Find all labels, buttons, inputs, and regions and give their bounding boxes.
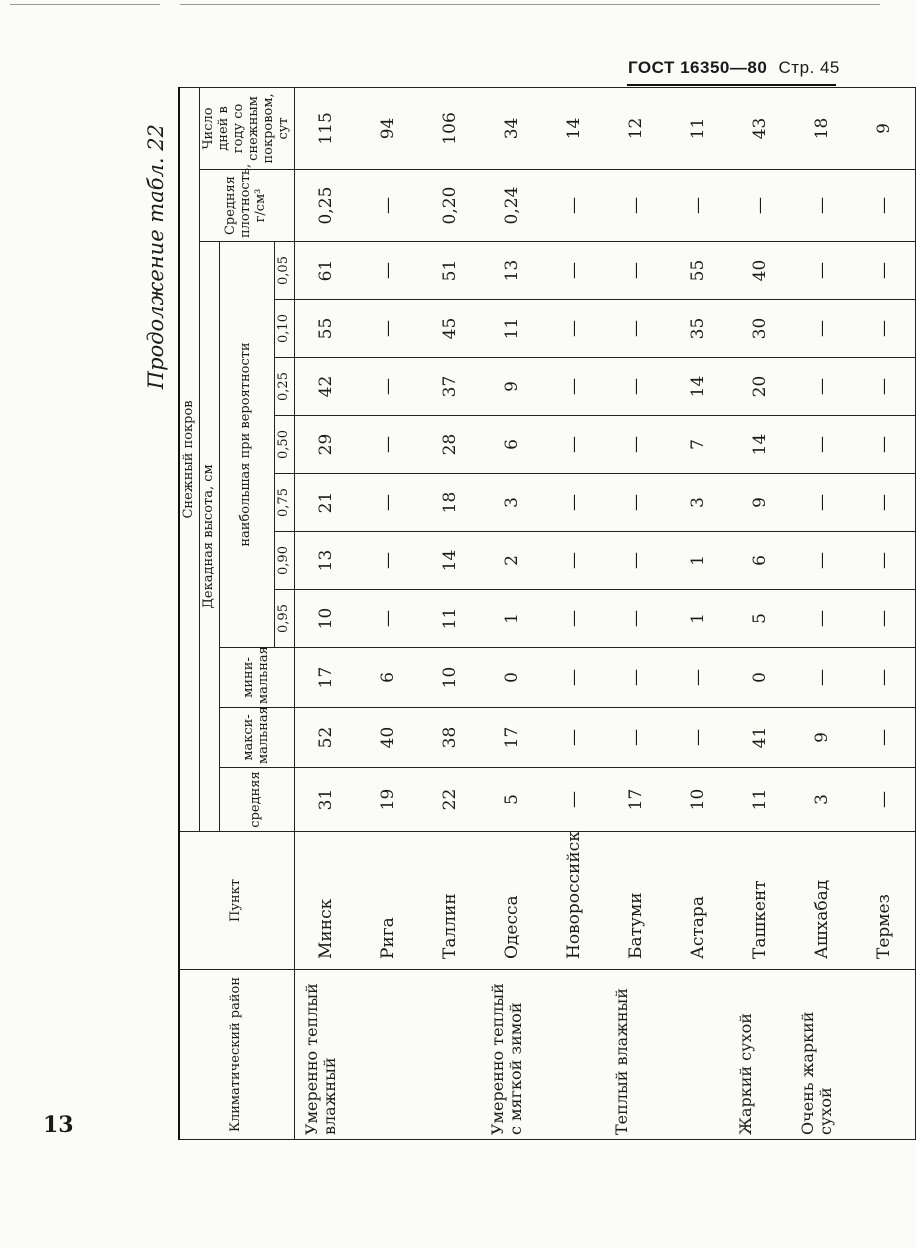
- value-cell: 0,20: [419, 170, 481, 242]
- page-label: Стр. 45: [778, 58, 840, 77]
- header-prob: 0,75: [274, 474, 294, 532]
- value-cell: —: [853, 416, 916, 474]
- value-cell: 61: [294, 242, 357, 300]
- point-cell: Минск: [294, 832, 357, 970]
- value-cell: —: [791, 648, 853, 708]
- value-cell: —: [853, 170, 916, 242]
- value-cell: 11: [729, 768, 791, 832]
- value-cell: 6: [357, 648, 419, 708]
- value-cell: 115: [294, 87, 357, 169]
- value-cell: 10: [419, 648, 481, 708]
- value-cell: —: [543, 648, 605, 708]
- value-cell: 35: [667, 300, 729, 358]
- table-row: [729, 87, 791, 1139]
- table-row: [667, 87, 729, 1139]
- climate-region-cell: Очень жаркий сухой: [791, 970, 853, 1140]
- value-cell: —: [357, 416, 419, 474]
- value-cell: 11: [481, 300, 543, 358]
- value-cell: —: [791, 358, 853, 416]
- value-cell: 41: [729, 708, 791, 768]
- header-maximum: макси-мальная: [219, 708, 294, 768]
- value-cell: 11: [419, 590, 481, 648]
- climate-region-cell: [667, 970, 729, 1140]
- scan-edge-line: [180, 4, 880, 5]
- value-cell: —: [791, 416, 853, 474]
- header-prob: 0,90: [274, 532, 294, 590]
- value-cell: 29: [294, 416, 357, 474]
- value-cell: —: [543, 300, 605, 358]
- value-cell: 55: [667, 242, 729, 300]
- value-cell: 45: [419, 300, 481, 358]
- table-row: [853, 87, 916, 1139]
- value-cell: —: [605, 416, 667, 474]
- value-cell: 20: [729, 358, 791, 416]
- value-cell: —: [543, 708, 605, 768]
- table-row: [791, 87, 853, 1139]
- value-cell: 55: [294, 300, 357, 358]
- climate-region-cell: [357, 970, 419, 1140]
- value-cell: —: [605, 708, 667, 768]
- value-cell: 3: [667, 474, 729, 532]
- table-row: [357, 87, 419, 1139]
- table-row: [419, 87, 481, 1139]
- value-cell: 31: [294, 768, 357, 832]
- value-cell: —: [853, 708, 916, 768]
- value-cell: —: [543, 416, 605, 474]
- value-cell: —: [605, 648, 667, 708]
- value-cell: 7: [667, 416, 729, 474]
- value-cell: 28: [419, 416, 481, 474]
- value-cell: 18: [791, 87, 853, 169]
- value-cell: 1: [667, 590, 729, 648]
- value-cell: 42: [294, 358, 357, 416]
- header-days: Число дней в году со снежным покровом, сут: [199, 87, 294, 169]
- header-prob: 0,95: [274, 590, 294, 648]
- standard-number: ГОСТ 16350—80: [628, 58, 768, 77]
- value-cell: —: [791, 300, 853, 358]
- header-rule: [627, 84, 836, 86]
- value-cell: —: [605, 300, 667, 358]
- point-cell: Рига: [357, 832, 419, 970]
- value-cell: 0,25: [294, 170, 357, 242]
- value-cell: 38: [419, 708, 481, 768]
- value-cell: 43: [729, 87, 791, 169]
- value-cell: 3: [481, 474, 543, 532]
- climate-region-cell: Теплый влажный: [605, 970, 667, 1140]
- value-cell: 13: [294, 532, 357, 590]
- value-cell: —: [543, 532, 605, 590]
- value-cell: 9: [481, 358, 543, 416]
- value-cell: —: [791, 242, 853, 300]
- value-cell: —: [605, 170, 667, 242]
- header-point: Пункт: [179, 832, 294, 970]
- value-cell: 0: [729, 648, 791, 708]
- value-cell: —: [853, 590, 916, 648]
- value-cell: —: [605, 532, 667, 590]
- header-climate-region: Климатический район: [179, 970, 294, 1140]
- table-row: [605, 87, 667, 1139]
- value-cell: —: [543, 242, 605, 300]
- snow-cover-table: [178, 87, 916, 1140]
- value-cell: 22: [419, 768, 481, 832]
- side-page-number: 13: [43, 1112, 74, 1138]
- header-average: средняя: [219, 768, 294, 832]
- value-cell: —: [543, 170, 605, 242]
- value-cell: —: [357, 532, 419, 590]
- value-cell: —: [667, 708, 729, 768]
- value-cell: 17: [294, 648, 357, 708]
- climate-region-cell: Умеренно теплый с мягкой зимой: [481, 970, 543, 1140]
- header-max-prob: наибольшая при вероятности: [219, 242, 274, 648]
- value-cell: —: [543, 590, 605, 648]
- table-caption: Продолжение табл. 22: [144, 124, 168, 390]
- header-prob: 0,10: [274, 300, 294, 358]
- point-cell: Термез: [853, 832, 916, 970]
- value-cell: —: [791, 170, 853, 242]
- point-cell: Таллин: [419, 832, 481, 970]
- climate-region-cell: [419, 970, 481, 1140]
- point-cell: Одесса: [481, 832, 543, 970]
- value-cell: 14: [667, 358, 729, 416]
- rotated-table-block: [140, 93, 894, 1140]
- value-cell: 30: [729, 300, 791, 358]
- value-cell: —: [605, 474, 667, 532]
- value-cell: —: [357, 358, 419, 416]
- header-prob: 0,05: [274, 242, 294, 300]
- value-cell: 9: [729, 474, 791, 532]
- value-cell: 1: [481, 590, 543, 648]
- value-cell: 0: [481, 648, 543, 708]
- value-cell: —: [357, 300, 419, 358]
- table-body: [294, 87, 915, 1139]
- value-cell: —: [791, 474, 853, 532]
- value-cell: 6: [481, 416, 543, 474]
- value-cell: —: [729, 170, 791, 242]
- value-cell: 40: [357, 708, 419, 768]
- value-cell: —: [605, 242, 667, 300]
- value-cell: 37: [419, 358, 481, 416]
- value-cell: 14: [419, 532, 481, 590]
- page-header: [628, 58, 840, 78]
- value-cell: —: [605, 358, 667, 416]
- value-cell: 9: [791, 708, 853, 768]
- value-cell: 40: [729, 242, 791, 300]
- climate-region-cell: Умеренно теплый влажный: [294, 970, 357, 1140]
- point-cell: Новороссийск: [543, 832, 605, 970]
- value-cell: —: [853, 242, 916, 300]
- scan-edge-line: [10, 4, 160, 5]
- value-cell: 0,24: [481, 170, 543, 242]
- value-cell: 17: [481, 708, 543, 768]
- value-cell: —: [543, 358, 605, 416]
- climate-region-cell: Жаркий сухой: [729, 970, 791, 1140]
- value-cell: 34: [481, 87, 543, 169]
- header-prob: 0,50: [274, 416, 294, 474]
- value-cell: 14: [729, 416, 791, 474]
- value-cell: —: [543, 474, 605, 532]
- value-cell: —: [853, 300, 916, 358]
- point-cell: Ташкент: [729, 832, 791, 970]
- value-cell: 51: [419, 242, 481, 300]
- header-minimum: мини-мальная: [219, 648, 294, 708]
- climate-region-cell: [543, 970, 605, 1140]
- value-cell: —: [605, 590, 667, 648]
- value-cell: —: [791, 532, 853, 590]
- value-cell: 1: [667, 532, 729, 590]
- value-cell: 5: [481, 768, 543, 832]
- value-cell: —: [853, 648, 916, 708]
- value-cell: —: [853, 768, 916, 832]
- value-cell: —: [853, 474, 916, 532]
- value-cell: —: [667, 648, 729, 708]
- value-cell: —: [853, 358, 916, 416]
- value-cell: 18: [419, 474, 481, 532]
- value-cell: 21: [294, 474, 357, 532]
- header-snow-cover: Снежный покров: [179, 87, 199, 831]
- point-cell: Астара: [667, 832, 729, 970]
- value-cell: 17: [605, 768, 667, 832]
- value-cell: 6: [729, 532, 791, 590]
- value-cell: 13: [481, 242, 543, 300]
- header-density: Средняя плотность, г/см³: [199, 170, 294, 242]
- value-cell: 10: [294, 590, 357, 648]
- value-cell: 9: [853, 87, 916, 169]
- value-cell: 10: [667, 768, 729, 832]
- value-cell: —: [853, 532, 916, 590]
- value-cell: 52: [294, 708, 357, 768]
- value-cell: —: [357, 590, 419, 648]
- value-cell: —: [357, 474, 419, 532]
- table-row: [481, 87, 543, 1139]
- point-cell: Ашхабад: [791, 832, 853, 970]
- value-cell: 19: [357, 768, 419, 832]
- header-prob: 0,25: [274, 358, 294, 416]
- point-cell: Батуми: [605, 832, 667, 970]
- table-row: [294, 87, 357, 1139]
- value-cell: 5: [729, 590, 791, 648]
- value-cell: 12: [605, 87, 667, 169]
- climate-region-cell: [853, 970, 916, 1140]
- value-cell: 106: [419, 87, 481, 169]
- value-cell: 94: [357, 87, 419, 169]
- value-cell: —: [667, 170, 729, 242]
- value-cell: —: [357, 170, 419, 242]
- value-cell: —: [357, 242, 419, 300]
- value-cell: 3: [791, 768, 853, 832]
- header-decade-height: Декадная высота, см: [199, 242, 219, 832]
- value-cell: 14: [543, 87, 605, 169]
- value-cell: —: [791, 590, 853, 648]
- value-cell: 2: [481, 532, 543, 590]
- value-cell: 11: [667, 87, 729, 169]
- table-row: [543, 87, 605, 1139]
- value-cell: —: [543, 768, 605, 832]
